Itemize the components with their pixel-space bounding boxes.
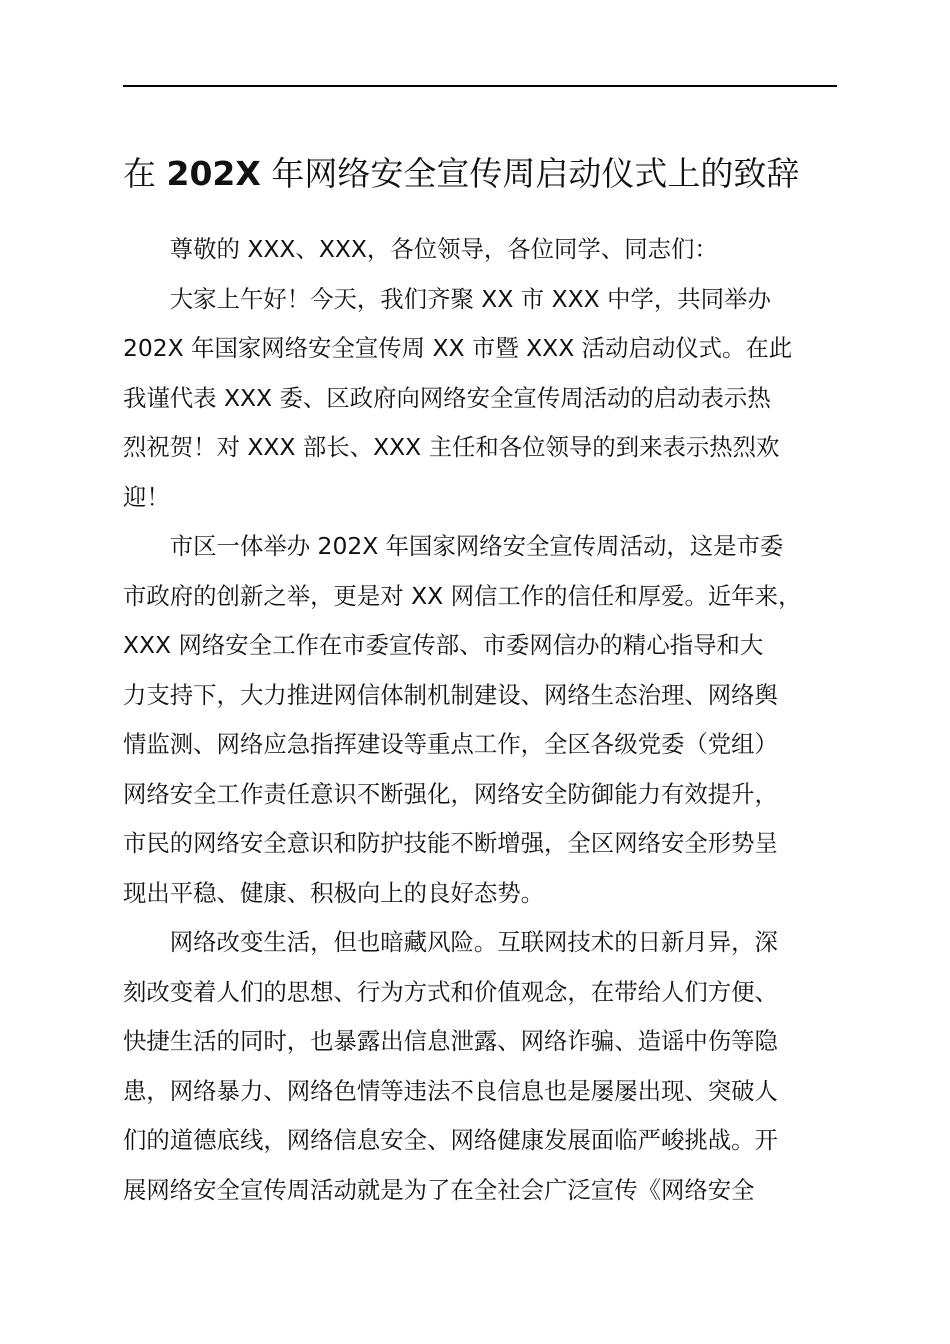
body-line: 快捷生活的同时，也暴露出信息泄露、网络诈骗、造谣中伤等隐	[123, 1027, 778, 1055]
body-line: 力支持下，大力推进网信体制机制建设、网络生态治理、网络舆	[123, 680, 778, 709]
body-line: 尊敬的 XXX、XXX，各位领导，各位同学、同志们：	[123, 235, 718, 263]
document-title	[123, 150, 843, 198]
title-prefix: 在	[123, 154, 167, 193]
body-line: 情监测、网络应急指挥建设等重点工作，全区各级党委（党组）	[123, 730, 778, 758]
body-line: 现出平稳、健康、积极向上的良好态势。	[123, 878, 545, 907]
body-line: 展网络安全宣传周活动就是为了在全社会广泛宣传《网络安全	[123, 1175, 755, 1204]
title-suffix: 年网络安全宣传周启动仪式上的致辞	[260, 154, 800, 193]
body-line: 市区一体举办 202X 年国家网络安全宣传周活动，这是市委	[123, 532, 784, 560]
title-year: 202X	[166, 154, 261, 193]
body-line: 市政府的创新之举，更是对 XX 网信工作的信任和厚爱。近年来，	[123, 581, 802, 610]
body-line: 迎！	[123, 482, 170, 511]
body-line: 202X 年国家网络安全宣传周 XX 市暨 XXX 活动启动仪式。在此	[123, 334, 793, 362]
body-line: 大家上午好！今天，我们齐聚 XX 市 XXX 中学，共同举办	[123, 284, 771, 313]
body-line: 烈祝贺！对 XXX 部长、XXX 主任和各位领导的到来表示热烈欢	[123, 433, 780, 461]
body-line: 我谨代表 XXX 委、区政府向网络安全宣传周活动的启动表示热	[123, 383, 771, 412]
body-line: XXX 网络安全工作在市委宣传部、市委网信办的精心指导和大	[123, 631, 764, 659]
body-line: 网络安全工作责任意识不断强化，网络安全防御能力有效提升，	[123, 779, 778, 808]
document-body	[123, 225, 843, 1215]
body-line: 网络改变生活，但也暗藏风险。互联网技术的日新月异，深	[123, 928, 778, 956]
body-line: 刻改变着人们的思想、行为方式和价值观念，在带给人们方便、	[123, 977, 778, 1006]
body-line: 患，网络暴力、网络色情等违法不良信息也是屡屡出现、突破人	[123, 1076, 778, 1105]
body-line: 市民的网络安全意识和防护技能不断增强，全区网络安全形势呈	[123, 829, 778, 857]
header-rule	[123, 85, 837, 87]
body-line: 们的道德底线，网络信息安全、网络健康发展面临严峻挑战。开	[123, 1126, 778, 1154]
